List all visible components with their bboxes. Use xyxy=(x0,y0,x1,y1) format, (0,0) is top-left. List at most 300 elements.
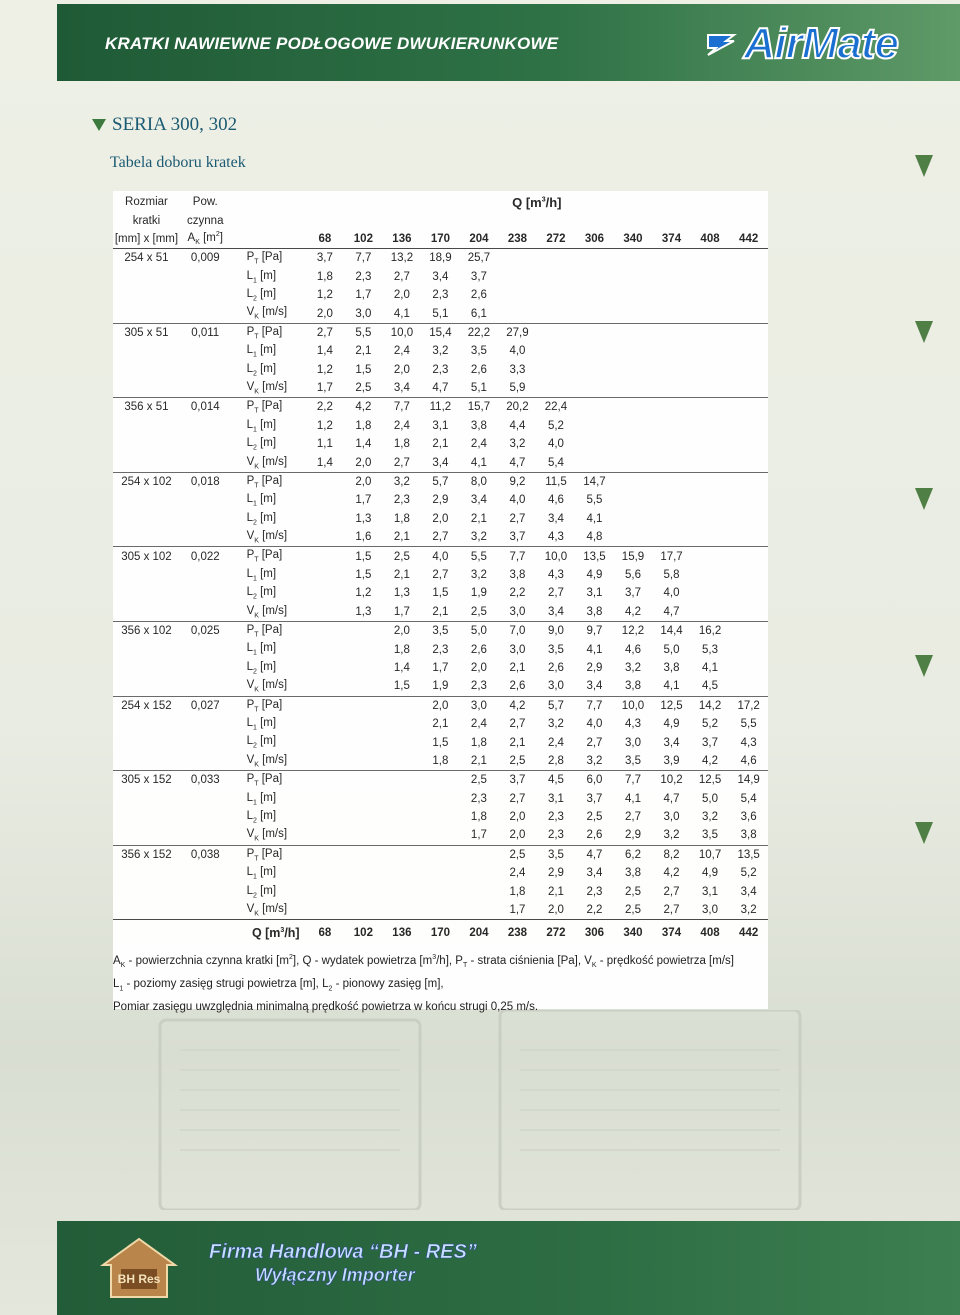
value-cell: 4,1 xyxy=(586,643,603,656)
importer-label: Wyłączny Importer xyxy=(255,1265,415,1285)
value-cell xyxy=(575,361,614,379)
parameter-label-cell: $L_1$ [m] xyxy=(246,344,277,359)
value-cell xyxy=(383,733,422,751)
value-cell: 18,9 xyxy=(429,252,452,265)
value-cell xyxy=(729,547,768,566)
value-cell: 3,4 xyxy=(663,736,680,749)
value-cell xyxy=(383,845,422,864)
value-cell: 5,7 xyxy=(421,472,460,491)
value-cell: 5,3 xyxy=(702,643,719,656)
value-cell xyxy=(729,621,768,640)
value-cell xyxy=(691,584,730,602)
value-cell: 3,0 xyxy=(509,643,526,656)
value-cell: 1,8 xyxy=(393,438,410,451)
value-cell: 3,2 xyxy=(586,754,603,767)
value-cell xyxy=(575,398,614,417)
value-cell: 2,1 xyxy=(393,569,410,581)
value-cell: 5,5 xyxy=(586,494,603,507)
value-cell: 4,7 xyxy=(663,605,680,618)
value-cell: 2,9 xyxy=(432,494,449,507)
value-cell: 1,4 xyxy=(316,456,333,469)
value-cell: 10,7 xyxy=(691,845,730,864)
value-cell: 8,0 xyxy=(460,472,499,491)
value-cell xyxy=(344,901,383,920)
value-cell xyxy=(344,752,383,771)
value-cell xyxy=(691,417,730,435)
value-cell: 1,5 xyxy=(432,587,449,600)
value-cell: 10,0 xyxy=(383,323,422,342)
value-cell: 15,7 xyxy=(460,398,499,417)
table-row xyxy=(113,603,768,622)
value-cell xyxy=(729,323,768,342)
value-cell xyxy=(691,379,730,398)
value-cell: 2,7 xyxy=(586,736,603,749)
flow-footer-label: Q $[m^3/h]$ xyxy=(113,920,306,947)
value-cell: 1,2 xyxy=(316,363,333,376)
flow-value-header: 374 xyxy=(652,230,691,249)
value-cell: 2,9 xyxy=(624,829,641,842)
value-cell: 2,0 xyxy=(509,811,526,824)
page-heading: KRATKI NAWIEWNE PODŁOGOWE DWUKIERUNKOWE xyxy=(105,34,559,53)
value-cell xyxy=(729,510,768,528)
value-cell xyxy=(306,528,345,547)
value-cell: 3,8 xyxy=(586,605,603,618)
value-cell: 3,7 xyxy=(470,270,487,283)
value-cell: 3,0 xyxy=(624,736,641,749)
value-cell: 5,7 xyxy=(537,696,576,715)
parameter-label-cell: $P_T$ [Pa] xyxy=(231,472,306,491)
side-triangle-icon xyxy=(915,155,933,177)
value-cell xyxy=(421,790,460,808)
value-cell: 3,7 xyxy=(624,587,641,600)
value-cell: 2,4 xyxy=(470,718,487,731)
value-cell xyxy=(652,528,691,547)
parameter-label-cell: $P_T$ [Pa] xyxy=(231,771,306,790)
value-cell xyxy=(652,323,691,342)
value-cell xyxy=(344,845,383,864)
value-cell xyxy=(729,603,768,622)
parameter-label-cell: $L_2$ [m] xyxy=(246,735,277,750)
value-cell: 3,1 xyxy=(432,419,449,432)
value-cell xyxy=(306,901,345,920)
value-cell xyxy=(306,603,345,622)
table-row xyxy=(113,845,768,864)
value-cell: 2,5 xyxy=(586,811,603,824)
value-cell xyxy=(306,584,345,602)
value-cell: 5,5 xyxy=(460,547,499,566)
value-cell xyxy=(691,453,730,472)
flow-value-footer: 306 xyxy=(575,920,614,947)
triangle-bullet-icon xyxy=(92,119,106,131)
value-cell: 7,7 xyxy=(498,547,537,566)
value-cell: 3,4 xyxy=(547,605,564,618)
value-cell xyxy=(421,882,460,900)
value-cell: 3,7 xyxy=(498,771,537,790)
value-cell: 4,2 xyxy=(663,867,680,880)
value-cell: 3,2 xyxy=(663,829,680,842)
value-cell: 1,7 xyxy=(432,661,449,674)
parameter-label-cell: $L_1$ [m] xyxy=(246,866,277,881)
parameter-label-cell: $L_2$ [m] xyxy=(246,586,277,601)
value-cell xyxy=(652,417,691,435)
value-cell xyxy=(306,790,345,808)
value-cell: 15,4 xyxy=(421,323,460,342)
flow-value-header: 170 xyxy=(421,230,460,249)
value-cell: 1,1 xyxy=(316,438,333,451)
value-cell: 5,1 xyxy=(470,382,487,395)
value-cell xyxy=(537,249,576,268)
value-cell: 2,3 xyxy=(547,829,564,842)
value-cell xyxy=(306,640,345,658)
value-cell: 3,7 xyxy=(509,531,526,544)
value-cell xyxy=(306,826,345,845)
value-cell xyxy=(691,361,730,379)
table-row xyxy=(113,715,768,733)
flow-value-header: 238 xyxy=(498,230,537,249)
value-cell: 1,7 xyxy=(393,605,410,618)
value-cell: 2,1 xyxy=(432,605,449,618)
bh-res-logo-text: BH Res xyxy=(117,1272,161,1286)
value-cell: 2,1 xyxy=(432,438,449,451)
value-cell xyxy=(614,528,653,547)
value-cell xyxy=(614,379,653,398)
parameter-label-cell: $V_K$ [m/s] xyxy=(246,604,288,619)
value-cell xyxy=(344,640,383,658)
parameter-label-cell: $L_1$ [m] xyxy=(246,493,277,508)
value-cell xyxy=(729,528,768,547)
value-cell: 3,4 xyxy=(586,680,603,693)
value-cell: 16,2 xyxy=(691,621,730,640)
value-cell xyxy=(383,808,422,826)
value-cell: 1,5 xyxy=(344,547,383,566)
value-cell: 2,6 xyxy=(509,680,526,693)
value-cell xyxy=(652,510,691,528)
value-cell xyxy=(575,379,614,398)
value-cell: 14,7 xyxy=(575,472,614,491)
value-cell: 2,0 xyxy=(355,456,372,469)
value-cell: 3,0 xyxy=(509,605,526,618)
flow-header: Q $[m^3/h]$ xyxy=(512,194,562,210)
value-cell: 1,8 xyxy=(509,885,526,898)
value-cell xyxy=(691,510,730,528)
value-cell: 3,5 xyxy=(624,754,641,767)
legend-line: $L_1$ - poziomy zasięg strugi powietrza [m], $L_2$ - pionowy zasięg [m], xyxy=(113,978,444,993)
value-cell xyxy=(383,696,422,715)
value-cell xyxy=(306,696,345,715)
grille-background-image xyxy=(120,1010,840,1210)
table-row xyxy=(113,808,768,826)
value-cell: 2,1 xyxy=(470,754,487,767)
value-cell xyxy=(614,398,653,417)
value-cell xyxy=(729,361,768,379)
parameter-label-cell: $P_T$ [Pa] xyxy=(231,845,306,864)
value-cell: 7,0 xyxy=(498,621,537,640)
value-cell: 1,4 xyxy=(393,661,410,674)
value-cell: 2,3 xyxy=(586,885,603,898)
value-cell xyxy=(729,659,768,677)
value-cell: 2,1 xyxy=(432,718,449,731)
value-cell xyxy=(575,342,614,360)
value-cell: 2,8 xyxy=(547,754,564,767)
table-subtitle: Tabela doboru kratek xyxy=(110,154,246,171)
value-cell: 4,3 xyxy=(547,569,564,581)
value-cell: 1,5 xyxy=(355,363,372,376)
value-cell: 2,2 xyxy=(509,587,526,600)
table-row xyxy=(113,510,768,528)
value-cell: 11,5 xyxy=(537,472,576,491)
value-cell: 2,3 xyxy=(432,643,449,656)
value-cell xyxy=(306,547,345,566)
value-cell: 2,0 xyxy=(547,904,564,917)
value-cell: 1,8 xyxy=(393,512,410,525)
value-cell: 2,4 xyxy=(393,419,410,432)
value-cell: 2,3 xyxy=(470,680,487,693)
table-row xyxy=(113,528,768,547)
value-cell xyxy=(691,547,730,566)
table-header-row xyxy=(113,211,768,229)
table-row xyxy=(113,304,768,323)
parameter-label-cell: $L_2$ [m] xyxy=(246,660,277,676)
value-cell xyxy=(460,882,499,900)
value-cell xyxy=(344,882,383,900)
value-cell: 4,7 xyxy=(663,792,680,805)
header-cell: Rozmiar xyxy=(125,196,168,209)
table-row xyxy=(113,696,768,715)
flow-value-footer: 204 xyxy=(460,920,499,947)
value-cell xyxy=(729,304,768,323)
value-cell: 1,8 xyxy=(316,270,333,283)
value-cell: 2,1 xyxy=(509,661,526,674)
value-cell: 2,1 xyxy=(509,736,526,749)
series-title: SERIA 300, 302 xyxy=(112,114,238,135)
value-cell: 2,0 xyxy=(421,696,460,715)
value-cell: 2,3 xyxy=(432,363,449,376)
value-cell xyxy=(691,435,730,453)
value-cell: 3,7 xyxy=(316,252,333,265)
value-cell: 3,2 xyxy=(547,718,564,731)
value-cell: 17,7 xyxy=(652,547,691,566)
value-cell: 3,4 xyxy=(393,382,410,395)
value-cell xyxy=(691,472,730,491)
value-cell xyxy=(383,882,422,900)
flow-value-header: 408 xyxy=(691,230,730,249)
value-cell: 5,0 xyxy=(702,792,719,805)
value-cell: 9,2 xyxy=(498,472,537,491)
value-cell xyxy=(691,528,730,547)
parameter-label-cell: $L_2$ [m] xyxy=(246,437,277,452)
value-cell: 12,5 xyxy=(691,771,730,790)
value-cell: 1,7 xyxy=(355,289,372,302)
value-cell xyxy=(729,268,768,286)
value-cell xyxy=(614,361,653,379)
value-cell: 1,9 xyxy=(470,587,487,600)
value-cell xyxy=(344,826,383,845)
value-cell xyxy=(614,249,653,268)
value-cell xyxy=(614,342,653,360)
value-cell: 2,6 xyxy=(470,643,487,656)
parameter-label-cell: $P_T$ [Pa] xyxy=(231,323,306,342)
value-cell: 1,6 xyxy=(355,531,372,544)
value-cell: 9,7 xyxy=(575,621,614,640)
value-cell: 2,1 xyxy=(393,531,410,544)
parameter-label-cell: $V_K$ [m/s] xyxy=(246,828,288,843)
value-cell: 4,1 xyxy=(470,456,487,469)
value-cell xyxy=(729,584,768,602)
value-cell xyxy=(652,342,691,360)
value-cell: 2,5 xyxy=(498,845,537,864)
value-cell xyxy=(306,882,345,900)
value-cell: 3,9 xyxy=(663,754,680,767)
value-cell: 2,7 xyxy=(432,531,449,544)
value-cell: 3,6 xyxy=(740,811,757,824)
value-cell: 4,3 xyxy=(624,718,641,731)
parameter-label-cell: $L_1$ [m] xyxy=(246,418,277,434)
value-cell: 3,5 xyxy=(702,829,719,842)
value-cell: 5,2 xyxy=(702,718,719,731)
value-cell: 1,7 xyxy=(470,829,487,842)
table-row xyxy=(113,677,768,696)
side-triangle-icon xyxy=(915,655,933,677)
value-cell xyxy=(652,249,691,268)
value-cell xyxy=(652,286,691,304)
value-cell: 10,2 xyxy=(652,771,691,790)
value-cell: 6,2 xyxy=(614,845,653,864)
flow-value-footer: 68 xyxy=(306,920,345,947)
parameter-label-cell: $L_2$ [m] xyxy=(246,884,277,899)
value-cell: 3,2 xyxy=(509,438,526,451)
value-cell xyxy=(421,901,460,920)
parameter-label-cell: $V_K$ [m/s] xyxy=(246,679,288,694)
flow-value-header: 340 xyxy=(614,230,653,249)
parameter-label-cell: $V_K$ [m/s] xyxy=(246,455,288,470)
value-cell: 3,2 xyxy=(383,472,422,491)
value-cell: 12,2 xyxy=(614,621,653,640)
table-row xyxy=(113,790,768,808)
value-cell: 2,7 xyxy=(393,456,410,469)
active-area-cell: 0,011 xyxy=(180,323,231,342)
value-cell: 6,1 xyxy=(470,307,487,320)
airmate-logo-text: AirMate xyxy=(743,19,898,68)
value-cell: 1,2 xyxy=(355,587,372,600)
value-cell: 4,8 xyxy=(586,531,603,544)
value-cell: 1,5 xyxy=(393,680,410,693)
grille-size-cell: 356 x 102 xyxy=(113,621,180,640)
value-cell: 4,1 xyxy=(702,661,719,674)
table-row xyxy=(113,286,768,304)
value-cell xyxy=(383,715,422,733)
value-cell: 1,9 xyxy=(432,680,449,693)
value-cell: 27,9 xyxy=(498,323,537,342)
header-cell: [mm] x [mm] xyxy=(113,230,180,249)
value-cell: 2,3 xyxy=(547,811,564,824)
header-cell: kratki xyxy=(132,214,161,227)
value-cell: 3,1 xyxy=(586,587,603,600)
value-cell: 7,7 xyxy=(614,771,653,790)
value-cell xyxy=(614,472,653,491)
value-cell: 4,6 xyxy=(740,754,757,767)
value-cell: 5,8 xyxy=(663,569,680,581)
value-cell: 4,0 xyxy=(547,438,564,451)
value-cell xyxy=(306,808,345,826)
table-row xyxy=(113,472,768,491)
value-cell: 15,9 xyxy=(614,547,653,566)
value-cell xyxy=(575,268,614,286)
value-cell xyxy=(383,901,422,920)
value-cell: 2,0 xyxy=(393,289,410,302)
value-cell: 13,5 xyxy=(729,845,768,864)
value-cell xyxy=(729,566,768,584)
table-row xyxy=(113,640,768,658)
value-cell: 1,5 xyxy=(432,736,449,749)
value-cell: 2,5 xyxy=(509,754,526,767)
value-cell: 2,9 xyxy=(547,867,564,880)
value-cell: 4,7 xyxy=(509,456,526,469)
value-cell: 5,4 xyxy=(547,456,564,469)
value-cell xyxy=(729,249,768,268)
value-cell xyxy=(614,453,653,472)
value-cell xyxy=(344,715,383,733)
grille-size-cell: 305 x 152 xyxy=(113,771,180,790)
value-cell xyxy=(537,379,576,398)
value-cell xyxy=(537,323,576,342)
value-cell xyxy=(691,249,730,268)
value-cell xyxy=(460,845,499,864)
value-cell xyxy=(537,268,576,286)
grille-size-cell: 305 x 51 xyxy=(113,323,180,342)
value-cell xyxy=(691,342,730,360)
value-cell: 4,0 xyxy=(421,547,460,566)
value-cell xyxy=(383,752,422,771)
value-cell: 3,5 xyxy=(547,643,564,656)
value-cell: 3,5 xyxy=(470,345,487,358)
table-row xyxy=(113,417,768,435)
value-cell: 1,8 xyxy=(355,419,372,432)
value-cell xyxy=(575,304,614,323)
parameter-label-cell: $V_K$ [m/s] xyxy=(246,902,288,918)
active-area-cell: 0,027 xyxy=(180,696,231,715)
value-cell xyxy=(575,323,614,342)
value-cell xyxy=(344,659,383,677)
value-cell: 2,7 xyxy=(547,587,564,600)
value-cell xyxy=(344,733,383,751)
value-cell xyxy=(421,845,460,864)
table-header-row xyxy=(113,193,768,211)
active-area-cell: 0,009 xyxy=(190,252,220,265)
value-cell: 5,4 xyxy=(740,792,757,805)
parameter-label-cell: $V_K$ [m/s] xyxy=(246,380,288,396)
value-cell: 2,1 xyxy=(547,885,564,898)
legend-line: $A_K$ - powierzchnia czynna kratki $[m^2]$, Q - wydatek powietrza $[m^3/h]$, $P_T$ - strata ciśnienia [Pa], $V_K$ - prędkość powietrza [m/s] xyxy=(113,954,734,970)
value-cell xyxy=(306,510,345,528)
value-cell xyxy=(421,864,460,882)
value-cell xyxy=(344,696,383,715)
value-cell: 3,2 xyxy=(624,661,641,674)
value-cell: 22,2 xyxy=(460,323,499,342)
value-cell: 1,7 xyxy=(509,904,526,917)
value-cell: 2,5 xyxy=(460,771,499,790)
flow-value-header: 102 xyxy=(344,230,383,249)
value-cell: 3,0 xyxy=(460,696,499,715)
value-cell: 10,0 xyxy=(614,696,653,715)
value-cell: 4,1 xyxy=(393,307,410,320)
value-cell: 4,5 xyxy=(537,771,576,790)
value-cell: 5,9 xyxy=(509,382,526,395)
value-cell: 2,3 xyxy=(432,289,449,302)
value-cell xyxy=(652,398,691,417)
value-cell xyxy=(498,249,537,268)
value-cell: 3,4 xyxy=(470,494,487,507)
value-cell: 3,2 xyxy=(432,345,449,358)
